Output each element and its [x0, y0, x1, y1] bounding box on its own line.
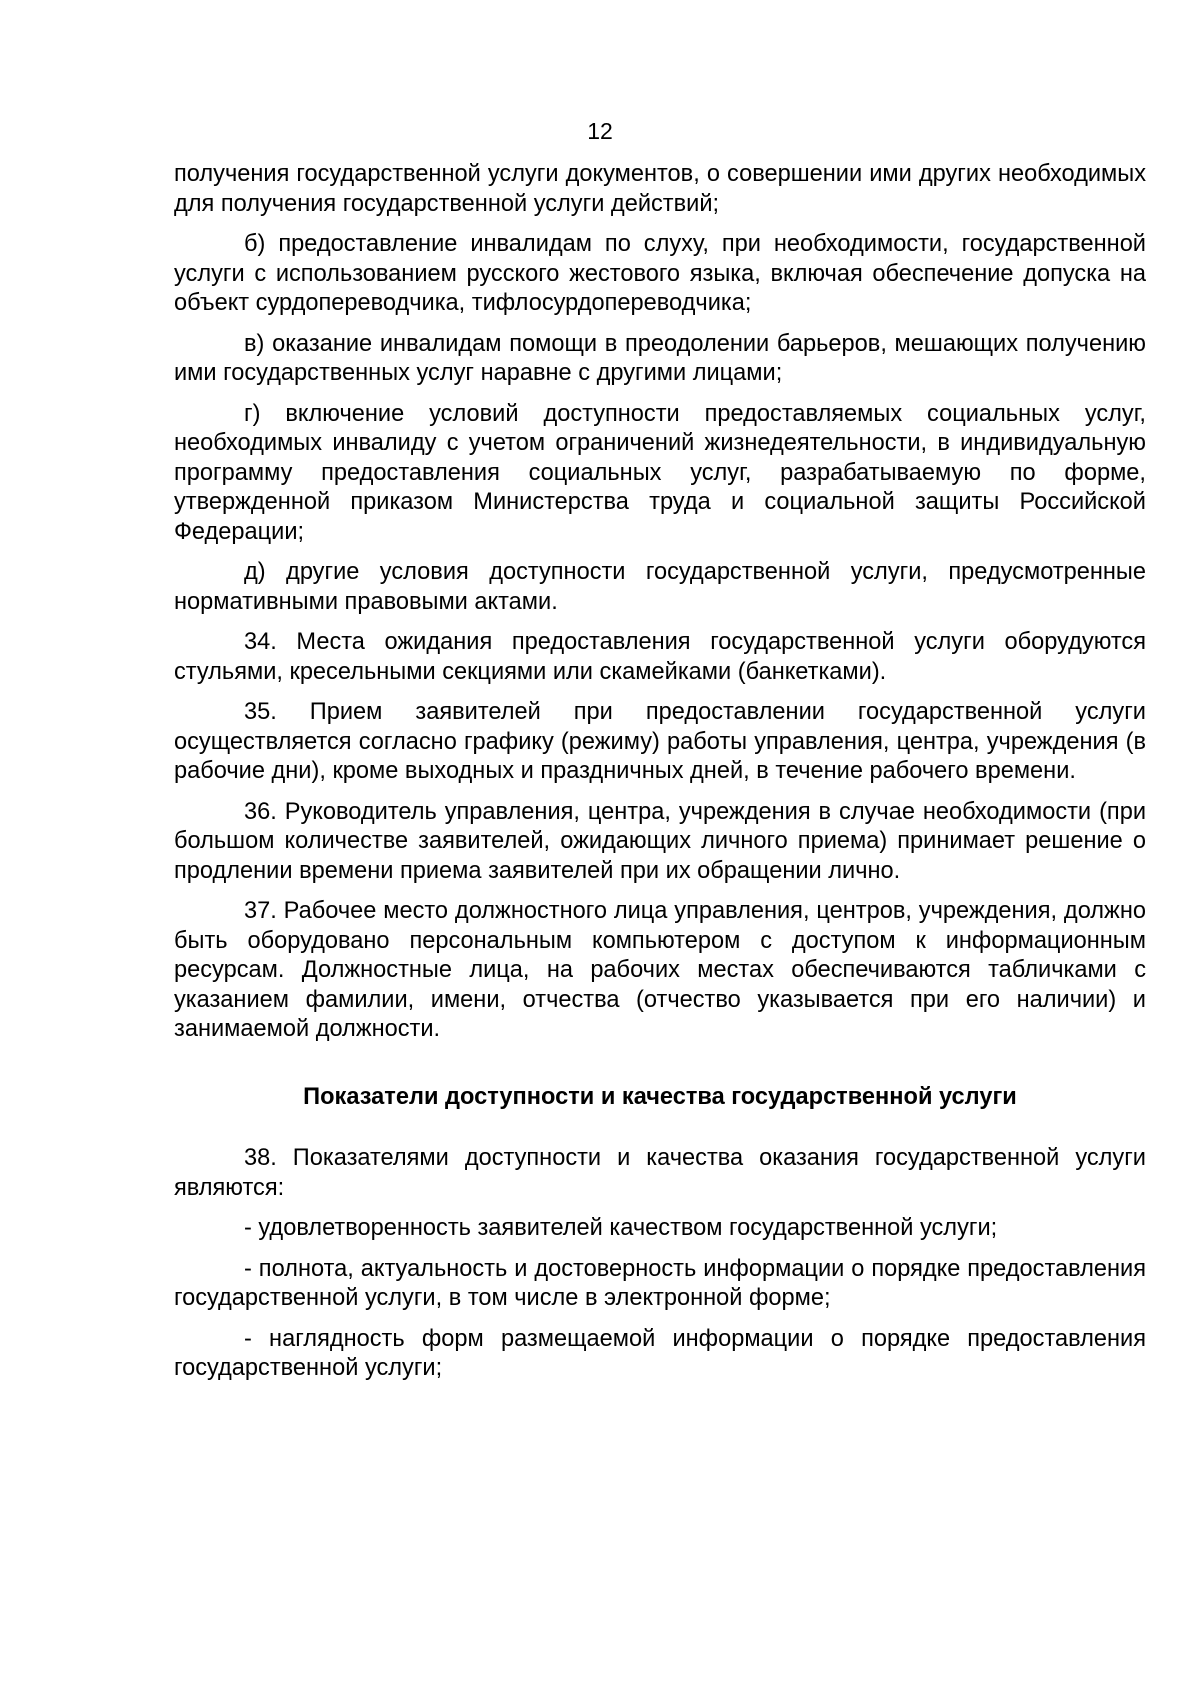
- paragraph-38: 38. Показателями доступности и качества оказания государственной услуги являются:: [174, 1145, 1146, 1201]
- paragraph-continuation: получения государственной услуги документов, о совершении ими других необходимых для получения государственной услуги действий;: [174, 161, 1146, 217]
- document-body: [174, 160, 1146, 1395]
- paragraph-36: 36. Руководитель управления, центра, учреждения в случае необходимости (при большом количестве заявителей, ожидающих личного приема) принимает решение о продлении времени приема заявителей при их обращении лично.: [174, 798, 1146, 884]
- paragraph-35: 35. Прием заявителей при предоставлении государственной услуги осуществляется согласно графику (режиму) работы управления, центра, учреждения (в рабочие дни), кроме выходных и праздничных дней, в течение рабочего времени.: [174, 699, 1146, 784]
- list-item-clarity: - наглядность форм размещаемой информации о порядке предоставления государственной услуги;: [174, 1325, 1146, 1381]
- paragraph-item-d: д) другие условия доступности государственной услуги, предусмотренные нормативными правовыми актами.: [174, 559, 1146, 615]
- paragraph-item-v: в) оказание инвалидам помощи в преодолении барьеров, мешающих получению ими государственных услуг наравне с другими лицами;: [174, 330, 1146, 386]
- paragraph-item-g: г) включение условий доступности предоставляемых социальных услуг, необходимых инвалиду с учетом ограничений жизнедеятельности, в индивидуальную программу предоставления социальных услуг, разрабатываемую по форме, утвержденной приказом Министерства труда и социальной защиты Российской Федерации;: [174, 400, 1146, 545]
- section-heading: Показатели доступности и качества государственной услуги: [303, 1083, 1017, 1110]
- list-item-satisfaction: - удовлетворенность заявителей качеством государственной услуги;: [244, 1215, 998, 1241]
- paragraph-34: 34. Места ожидания предоставления государственной услуги оборудуются стульями, кресельными секциями или скамейками (банкетками).: [174, 629, 1146, 685]
- page-number: 12: [587, 118, 613, 144]
- paragraph-37: 37. Рабочее место должностного лица управления, центров, учреждения, должно быть оборудовано персональным компьютером с доступом к информационным ресурсам. Должностные лица, на рабочих местах обеспечиваются табличками с указанием фамилии, имени, отчества (отчество указывается при его наличии) и занимаемой должности.: [174, 898, 1146, 1042]
- list-item-completeness: - полнота, актуальность и достоверность информации о порядке предоставления государственной услуги, в том числе в электронной форме;: [174, 1255, 1146, 1311]
- paragraph-item-b: б) предоставление инвалидам по слуху, при необходимости, государственной услуги с использованием русского жестового языка, включая обеспечение допуска на объект сурдопереводчика, тифлосурдопереводчика;: [174, 231, 1146, 316]
